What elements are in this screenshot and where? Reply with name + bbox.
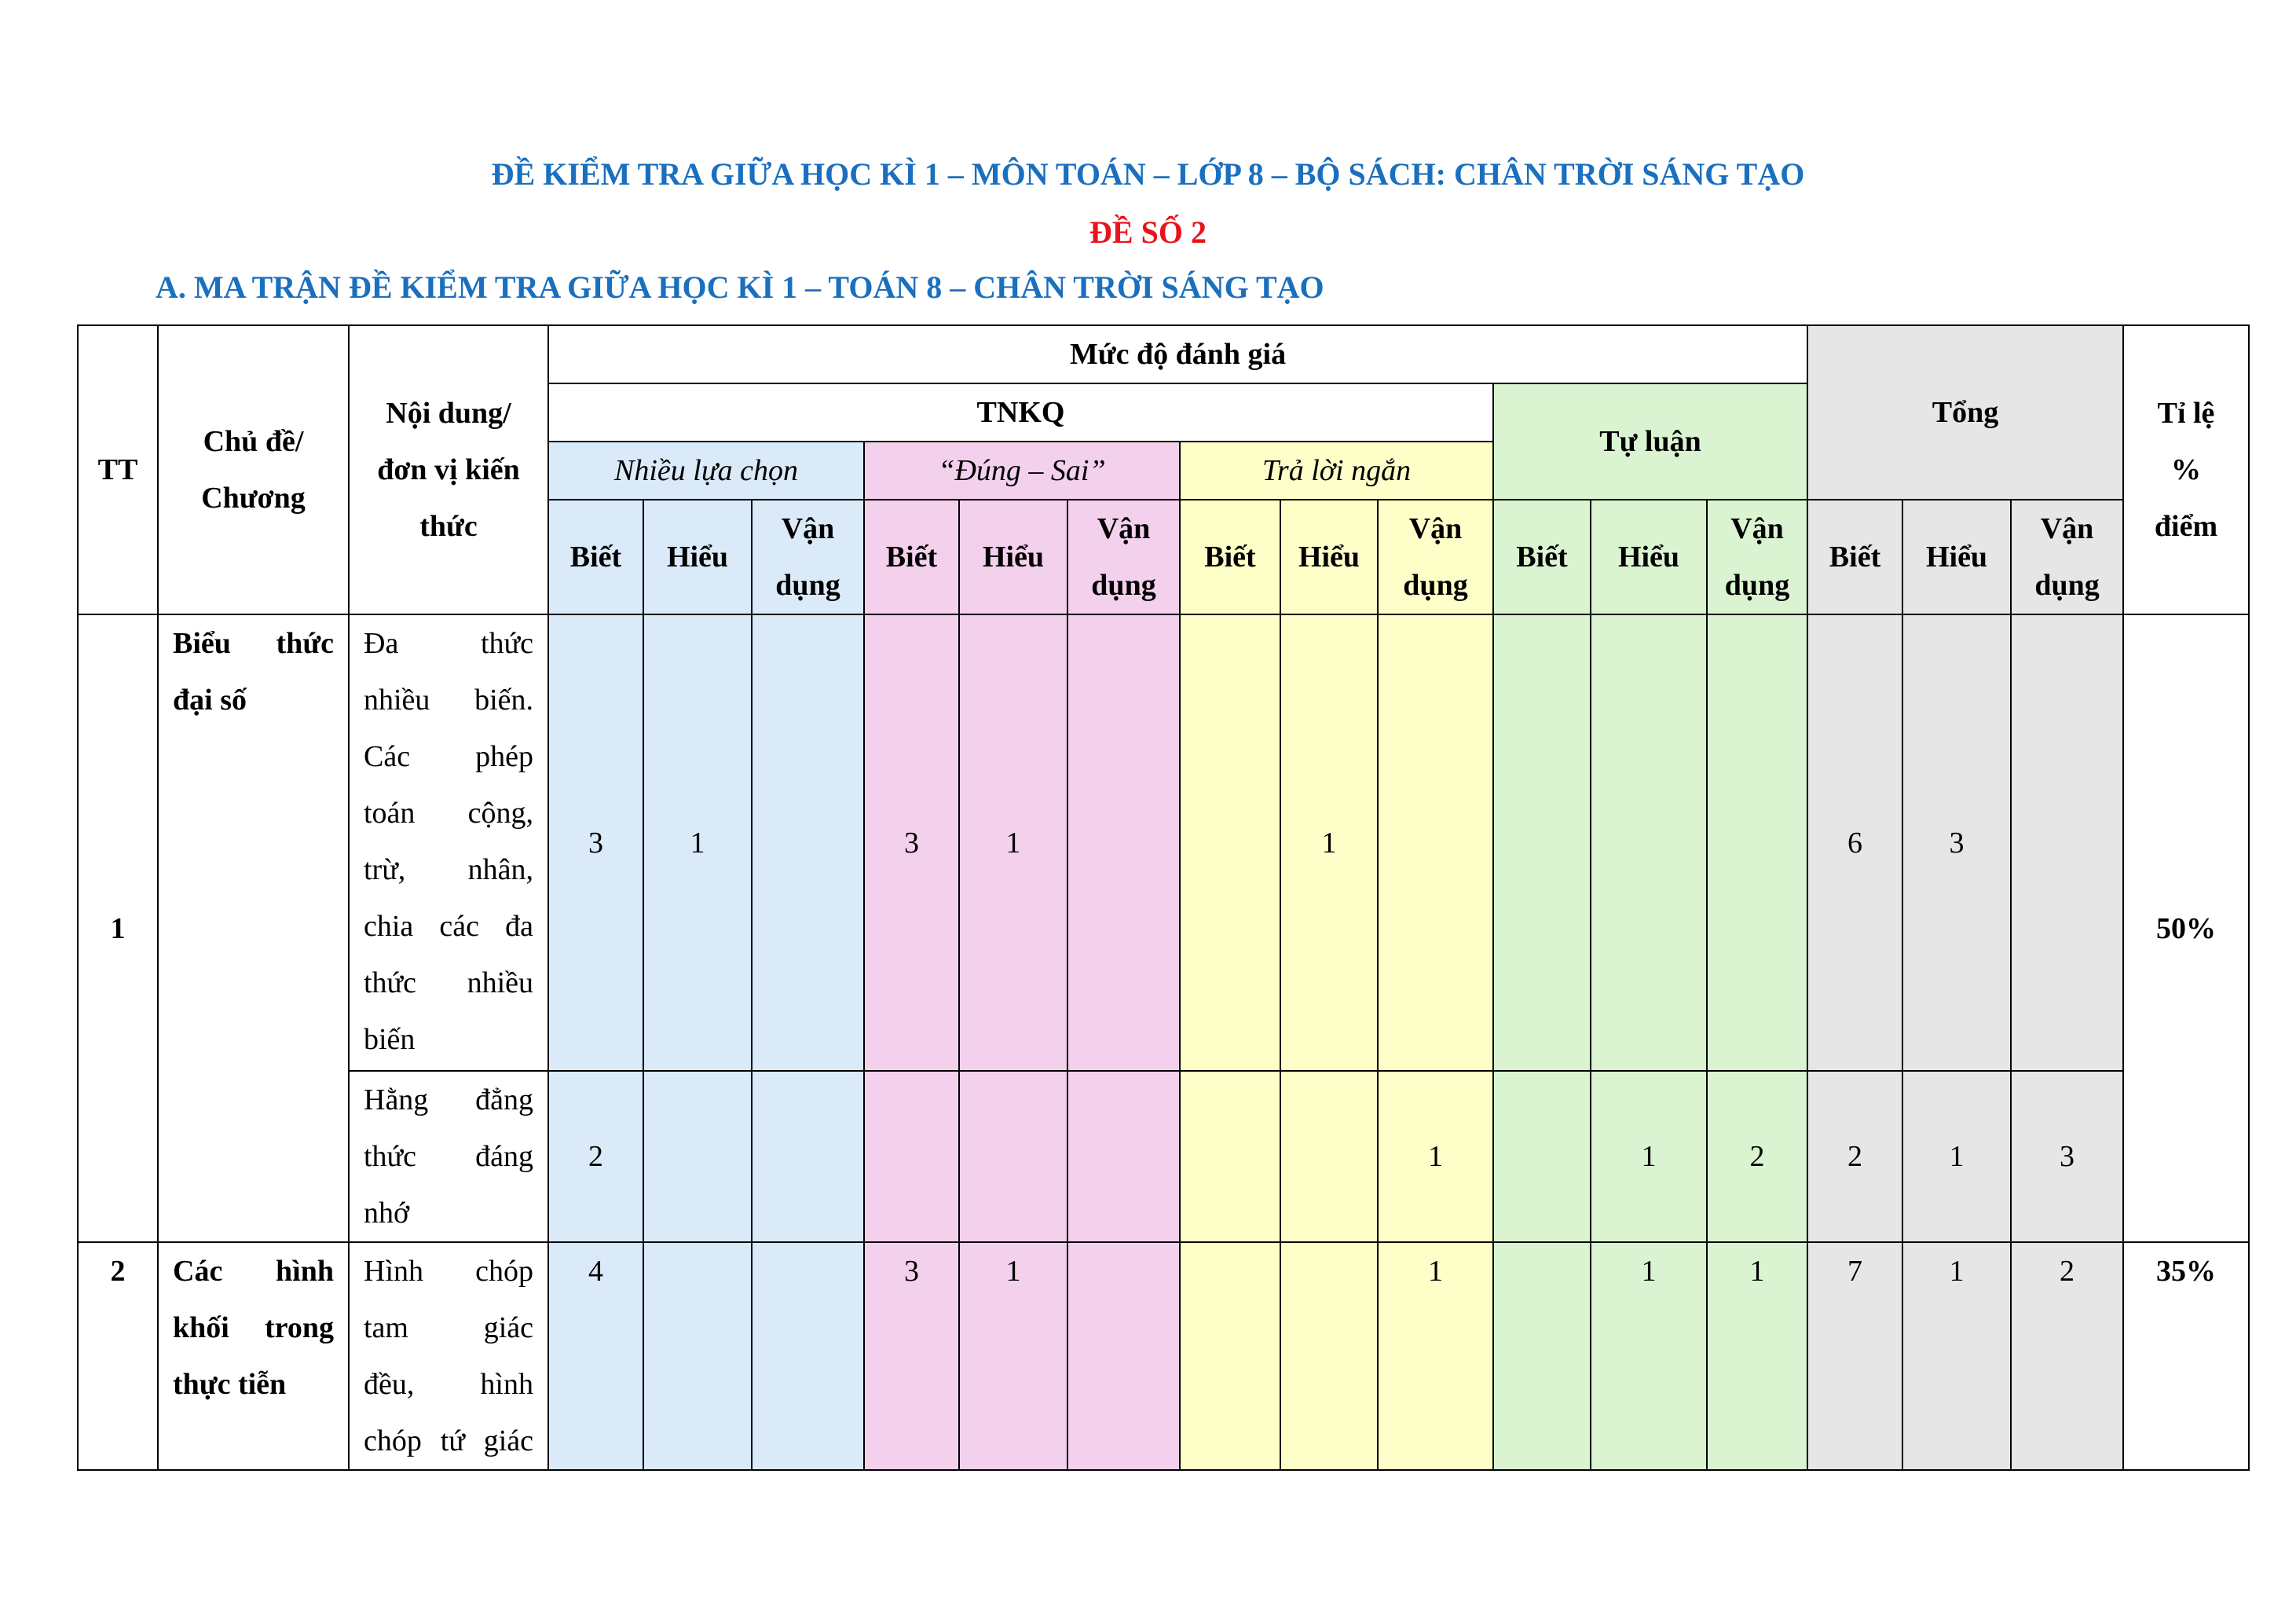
- table-row: [78, 614, 2249, 1071]
- cell-essay-understand: 1: [1591, 1242, 1707, 1470]
- header-apply-line2: dụng: [1724, 569, 1790, 602]
- cell-tf-know: [864, 1071, 959, 1242]
- header-essay-understand: Hiểu: [1591, 500, 1707, 614]
- header-tt: TT: [78, 325, 158, 614]
- header-apply-line1: Vận: [781, 512, 835, 545]
- cell-mc-apply: [752, 1242, 864, 1470]
- cell-tf-understand: 1: [959, 1242, 1067, 1470]
- cell-essay-understand: [1591, 614, 1707, 1071]
- content-line: nhiều biến.: [364, 684, 533, 717]
- table-row: [78, 1071, 2249, 1242]
- cell-essay-know: [1493, 614, 1591, 1071]
- content-line: chóp tứ giác: [364, 1424, 533, 1457]
- header-topic: [158, 325, 349, 614]
- content-line: Hằng đẳng: [364, 1083, 533, 1116]
- cell-mc-understand: 1: [643, 614, 752, 1071]
- cell-short-apply: [1378, 614, 1493, 1071]
- cell-tf-understand: [959, 1071, 1067, 1242]
- header-apply-line1: Vận: [1097, 512, 1151, 545]
- cell-total-apply: 3: [2011, 1071, 2123, 1242]
- cell-short-apply: 1: [1378, 1242, 1493, 1470]
- row-tt: 1: [78, 614, 158, 1242]
- header-assessment-level: Mức độ đánh giá: [548, 325, 1807, 383]
- cell-short-understand: [1280, 1071, 1378, 1242]
- assessment-matrix-table: [77, 324, 2250, 1471]
- cell-mc-know: 4: [548, 1242, 643, 1470]
- cell-tf-know: 3: [864, 1242, 959, 1470]
- header-apply-line2: dụng: [2034, 569, 2100, 602]
- header-mc-know: Biết: [548, 500, 643, 614]
- content-line: biến: [364, 1023, 416, 1056]
- header-content-line3: thức: [419, 510, 478, 543]
- header-mc-apply: [752, 500, 864, 614]
- cell-short-understand: [1280, 1242, 1378, 1470]
- cell-total-understand: 1: [1902, 1242, 2011, 1470]
- table-row: [78, 1242, 2249, 1470]
- cell-tf-apply: [1067, 1242, 1180, 1470]
- cell-tf-apply: [1067, 614, 1180, 1071]
- topic-line: đại số: [173, 684, 247, 717]
- header-ratio-line3: điểm: [2154, 510, 2218, 543]
- topic-line: thực tiễn: [173, 1368, 287, 1401]
- topic-line: Biểu thức: [173, 627, 334, 660]
- header-total-apply: [2011, 500, 2123, 614]
- row-topic: [158, 1242, 349, 1470]
- cell-total-apply: 2: [2011, 1242, 2123, 1470]
- header-tf-understand: Hiểu: [959, 500, 1067, 614]
- cell-essay-know: [1493, 1071, 1591, 1242]
- cell-essay-apply: [1707, 614, 1807, 1071]
- cell-tf-apply: [1067, 1071, 1180, 1242]
- header-essay-apply: [1707, 500, 1807, 614]
- cell-total-understand: 3: [1902, 614, 2011, 1071]
- matrix-body: [78, 614, 2249, 1470]
- cell-mc-apply: [752, 1071, 864, 1242]
- content-line: nhớ: [364, 1197, 410, 1230]
- header-true-false: “Đúng – Sai”: [864, 442, 1180, 500]
- header-short-understand: Hiểu: [1280, 500, 1378, 614]
- topic-line: khối trong: [173, 1311, 334, 1344]
- content-line: tam giác: [364, 1311, 533, 1344]
- cell-mc-understand: [643, 1071, 752, 1242]
- cell-short-apply: 1: [1378, 1071, 1493, 1242]
- header-apply-line1: Vận: [2040, 512, 2094, 545]
- cell-short-know: [1180, 1242, 1280, 1470]
- content-line: thức nhiều: [364, 966, 533, 999]
- row-ratio: 35%: [2123, 1242, 2249, 1470]
- document-title: ĐỀ KIỂM TRA GIỮA HỌC KÌ 1 – MÔN TOÁN – LỚP 8 – BỘ SÁCH: CHÂN TRỜI SÁNG TẠO: [491, 156, 1805, 192]
- header-tf-know: Biết: [864, 500, 959, 614]
- cell-tf-know: 3: [864, 614, 959, 1071]
- header-apply-line2: dụng: [1403, 569, 1468, 602]
- header-multiple-choice: Nhiều lựa chọn: [548, 442, 864, 500]
- content-line: Đa thức: [364, 627, 533, 660]
- cell-total-understand: 1: [1902, 1071, 2011, 1242]
- header-total: Tổng: [1807, 325, 2123, 500]
- cell-mc-know: 3: [548, 614, 643, 1071]
- cell-tf-understand: 1: [959, 614, 1067, 1071]
- header-topic-line2: Chương: [201, 482, 306, 515]
- header-content-line2: đơn vị kiến: [377, 453, 520, 486]
- cell-total-know: 6: [1807, 614, 1902, 1071]
- content-line: thức đáng: [364, 1140, 533, 1173]
- cell-mc-apply: [752, 614, 864, 1071]
- row-tt: 2: [78, 1242, 158, 1470]
- header-topic-line1: Chủ đề/: [203, 425, 304, 458]
- header-total-understand: Hiểu: [1902, 500, 2011, 614]
- cell-essay-know: [1493, 1242, 1591, 1470]
- header-apply-line2: dụng: [775, 569, 840, 602]
- header-short-apply: [1378, 500, 1493, 614]
- topic-line: Các hình: [173, 1255, 334, 1288]
- row-topic: [158, 614, 349, 1242]
- cell-total-know: 7: [1807, 1242, 1902, 1470]
- content-line: trừ, nhân,: [364, 853, 533, 886]
- header-apply-line1: Vận: [1408, 512, 1463, 545]
- row-content-unit: [349, 1242, 548, 1470]
- header-ratio-line1: Tỉ lệ: [2157, 397, 2215, 430]
- cell-total-apply: [2011, 614, 2123, 1071]
- cell-mc-know: 2: [548, 1071, 643, 1242]
- cell-short-know: [1180, 1071, 1280, 1242]
- row-content-unit: [349, 1071, 548, 1242]
- header-essay: Tự luận: [1493, 383, 1807, 500]
- header-short-know: Biết: [1180, 500, 1280, 614]
- cell-mc-understand: [643, 1242, 752, 1470]
- content-line: Hình chóp: [364, 1255, 533, 1288]
- header-tnkq: TNKQ: [548, 383, 1493, 442]
- header-tf-apply: [1067, 500, 1180, 614]
- section-heading: A. MA TRẬN ĐỀ KIỂM TRA GIỮA HỌC KÌ 1 – TOÁN 8 – CHÂN TRỜI SÁNG TẠO: [156, 269, 1324, 305]
- cell-essay-apply: 1: [1707, 1242, 1807, 1470]
- header-ratio-line2: %: [2171, 453, 2202, 486]
- header-short-answer: Trả lời ngắn: [1180, 442, 1493, 500]
- header-mc-understand: Hiểu: [643, 500, 752, 614]
- cell-short-understand: 1: [1280, 614, 1378, 1071]
- header-content: [349, 325, 548, 614]
- header-apply-line2: dụng: [1091, 569, 1156, 602]
- header-apply-line1: Vận: [1730, 512, 1784, 545]
- cell-essay-understand: 1: [1591, 1071, 1707, 1242]
- cell-short-know: [1180, 614, 1280, 1071]
- content-line: Các phép: [364, 740, 533, 773]
- row-content-unit: [349, 614, 548, 1071]
- header-total-know: Biết: [1807, 500, 1902, 614]
- content-line: đều, hình: [364, 1368, 533, 1401]
- header-essay-know: Biết: [1493, 500, 1591, 614]
- header-ratio: [2123, 325, 2249, 614]
- cell-essay-apply: 2: [1707, 1071, 1807, 1242]
- content-line: chia các đa: [364, 910, 533, 943]
- row-ratio: 50%: [2123, 614, 2249, 1242]
- document-subtitle: ĐỀ SỐ 2: [1089, 214, 1207, 250]
- content-line: toán cộng,: [364, 797, 533, 830]
- cell-total-know: 2: [1807, 1071, 1902, 1242]
- header-content-line1: Nội dung/: [386, 397, 511, 430]
